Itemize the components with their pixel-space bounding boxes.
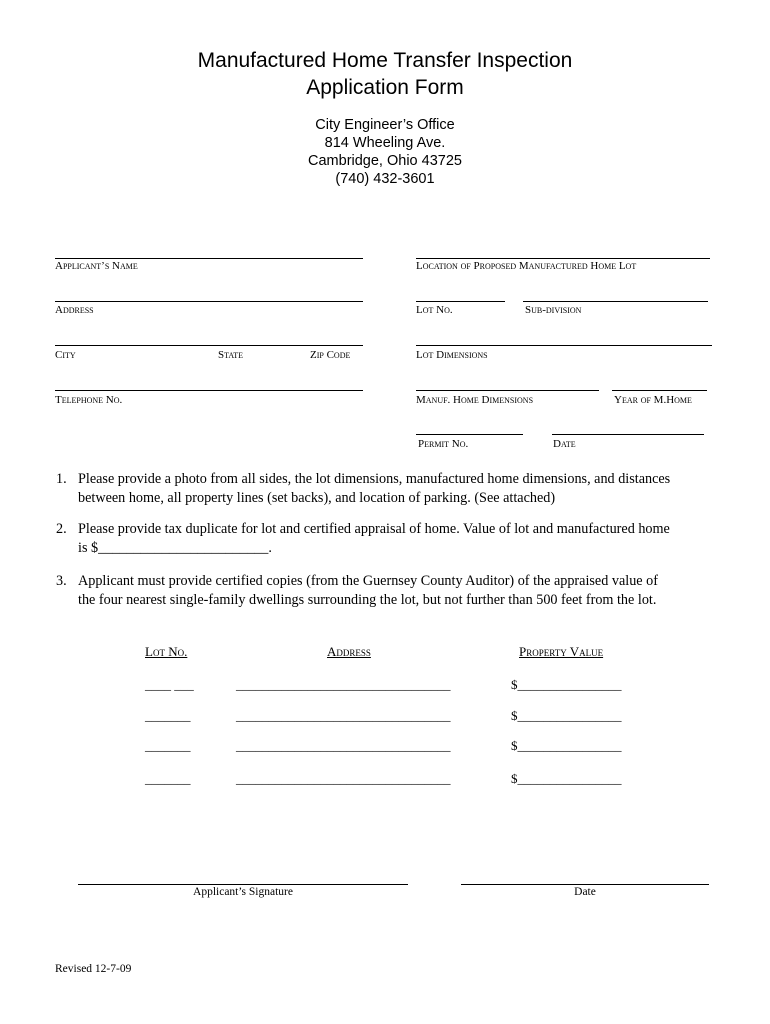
instruction-number: 3. bbox=[56, 573, 67, 589]
col-header-lot: Lot No. bbox=[145, 644, 188, 659]
instruction-number: 1. bbox=[56, 471, 67, 487]
col-header-address: Address bbox=[327, 644, 371, 659]
address-line[interactable] bbox=[55, 301, 363, 302]
signature-label: Applicant’s Signature bbox=[193, 886, 293, 898]
form-title-line-1: Manufactured Home Transfer Inspection bbox=[197, 49, 573, 72]
subdivision-label: Sub-division bbox=[525, 304, 582, 316]
instruction-text: between home, all property lines (set backs), and location of parking. (See attached) bbox=[78, 490, 556, 506]
row-address-field[interactable]: _________________________________ bbox=[236, 677, 451, 692]
office-street: 814 Wheeling Ave. bbox=[324, 135, 446, 151]
row-value-field[interactable]: $________________ bbox=[511, 708, 622, 723]
telephone-line[interactable] bbox=[55, 390, 363, 391]
home-dimensions-label: Manuf. Home Dimensions bbox=[416, 394, 534, 406]
row-value-field[interactable]: $________________ bbox=[511, 677, 622, 692]
row-address-field[interactable]: _________________________________ bbox=[236, 708, 451, 723]
year-label: Year of M.Home bbox=[614, 394, 692, 406]
revision-note: Revised 12-7-09 bbox=[55, 963, 132, 975]
date-label: Date bbox=[553, 438, 576, 450]
signature-date-line[interactable] bbox=[461, 884, 709, 885]
address-label: Address bbox=[55, 304, 94, 316]
home-value-field[interactable]: is $________________________. bbox=[78, 540, 272, 556]
city-state-zip-line[interactable] bbox=[55, 345, 363, 346]
home-dimensions-line[interactable] bbox=[416, 390, 599, 391]
row-address-field[interactable]: _________________________________ bbox=[236, 738, 451, 753]
office-phone: (740) 432-3601 bbox=[335, 171, 435, 187]
applicant-name-label: Applicant’s Name bbox=[55, 260, 138, 272]
zip-label: Zip Code bbox=[310, 349, 351, 361]
permit-line[interactable] bbox=[416, 434, 523, 435]
row-lot-field[interactable]: _______ bbox=[145, 738, 191, 753]
row-value-field[interactable]: $________________ bbox=[511, 738, 622, 753]
row-value-field[interactable]: $________________ bbox=[511, 771, 622, 786]
form-title-line-2: Application Form bbox=[306, 76, 464, 99]
signature-line[interactable] bbox=[78, 884, 408, 885]
instruction-text: the four nearest single-family dwellings surrounding the lot, but not further than 500 feet from the lot. bbox=[78, 592, 657, 608]
subdivision-line[interactable] bbox=[523, 301, 708, 302]
row-lot-field[interactable]: _______ bbox=[145, 708, 191, 723]
instruction-text: Please provide a photo from all sides, the lot dimensions, manufactured home dimensions, and distances bbox=[78, 471, 671, 487]
location-label: Location of Proposed Manufactured Home Lot bbox=[416, 260, 637, 272]
col-header-value: Property Value bbox=[519, 644, 604, 659]
year-line[interactable] bbox=[612, 390, 707, 391]
state-label: State bbox=[218, 349, 244, 361]
row-lot-field[interactable]: ____ ___ bbox=[145, 677, 194, 692]
instruction-item bbox=[56, 572, 756, 612]
instruction-number: 2. bbox=[56, 521, 67, 537]
lot-dimensions-label: Lot Dimensions bbox=[416, 349, 488, 361]
lot-no-label: Lot No. bbox=[416, 304, 453, 316]
office-city: Cambridge, Ohio 43725 bbox=[308, 153, 462, 169]
row-lot-field[interactable]: _______ bbox=[145, 771, 191, 786]
date-line[interactable] bbox=[552, 434, 704, 435]
city-label: City bbox=[55, 349, 76, 361]
lot-no-line[interactable] bbox=[416, 301, 505, 302]
applicant-name-line[interactable] bbox=[55, 258, 363, 259]
telephone-label: Telephone No. bbox=[55, 394, 123, 406]
location-line[interactable] bbox=[416, 258, 710, 259]
row-address-field[interactable]: _________________________________ bbox=[236, 771, 451, 786]
office-name: City Engineer’s Office bbox=[315, 117, 455, 133]
instruction-text: Please provide tax duplicate for lot and certified appraisal of home. Value of lot and manufactured home bbox=[78, 521, 670, 537]
permit-label: Permit No. bbox=[418, 438, 469, 450]
instruction-text: Applicant must provide certified copies (from the Guernsey County Auditor) of the appraised value of bbox=[78, 573, 658, 589]
instruction-item bbox=[56, 470, 756, 510]
instruction-item bbox=[56, 520, 756, 560]
signature-date-label: Date bbox=[574, 886, 596, 898]
lot-dimensions-line[interactable] bbox=[416, 345, 712, 346]
